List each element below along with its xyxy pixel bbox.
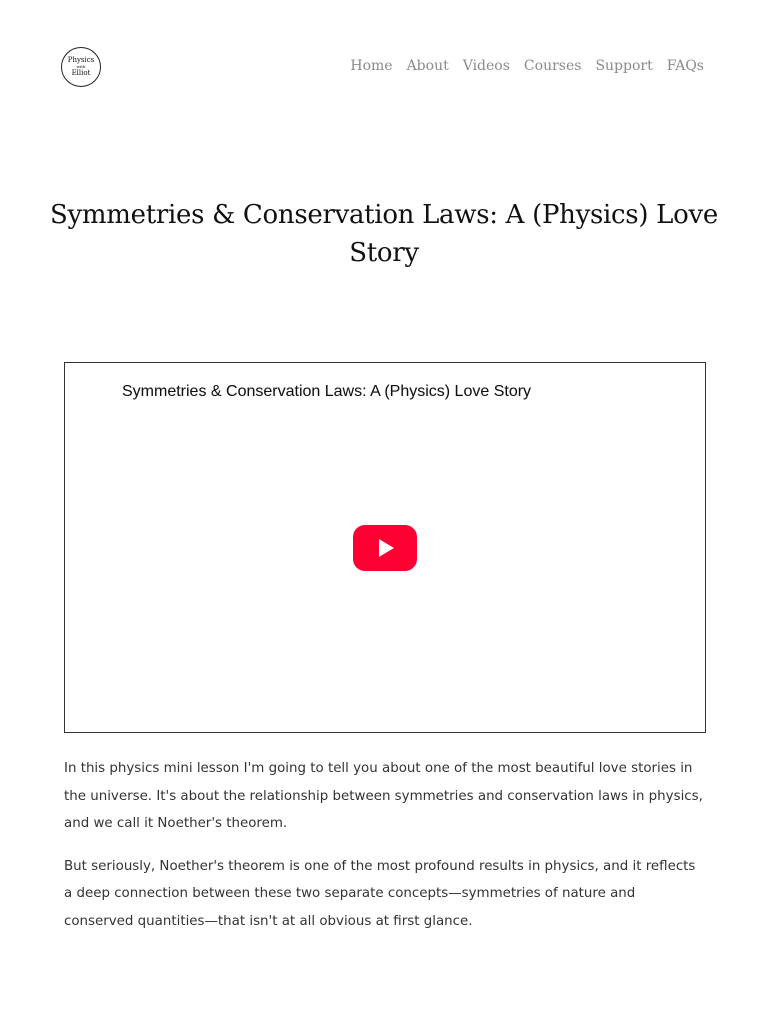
- nav-videos[interactable]: Videos: [462, 58, 510, 74]
- logo-text-line1: Physics: [67, 56, 95, 64]
- nav-courses[interactable]: Courses: [523, 58, 582, 74]
- logo-text-line3: Elliot: [71, 69, 91, 77]
- nav-about[interactable]: About: [406, 58, 449, 74]
- nav-home[interactable]: Home: [350, 58, 393, 74]
- site-header: [0, 0, 768, 134]
- youtube-play-icon[interactable]: [353, 525, 417, 571]
- main-nav: [350, 58, 704, 74]
- paragraph-2: But seriously, Noether's theorem is one of the most profound results in physics, and it reflects a deep connection between these two separate concepts—symmetries of nature and conserved quantities—that isn't at all obvious at first glance.: [64, 858, 696, 929]
- video-embed[interactable]: [64, 362, 706, 733]
- video-title[interactable]: Symmetries & Conservation Laws: A (Physics) Love Story: [122, 383, 532, 400]
- nav-faqs[interactable]: FAQs: [666, 58, 704, 74]
- logo-text-line2: with: [76, 64, 86, 69]
- article-body: [64, 755, 704, 950]
- site-logo[interactable]: [61, 47, 101, 87]
- page-title: Symmetries & Conservation Laws: A (Physics) Love Story: [50, 200, 718, 268]
- paragraph-1: In this physics mini lesson I'm going to tell you about one of the most beautiful love stories in the universe. It's about the relationship between symmetries and conservation laws in physics, and we call it Noether's theorem.: [64, 761, 703, 831]
- nav-support[interactable]: Support: [595, 58, 653, 74]
